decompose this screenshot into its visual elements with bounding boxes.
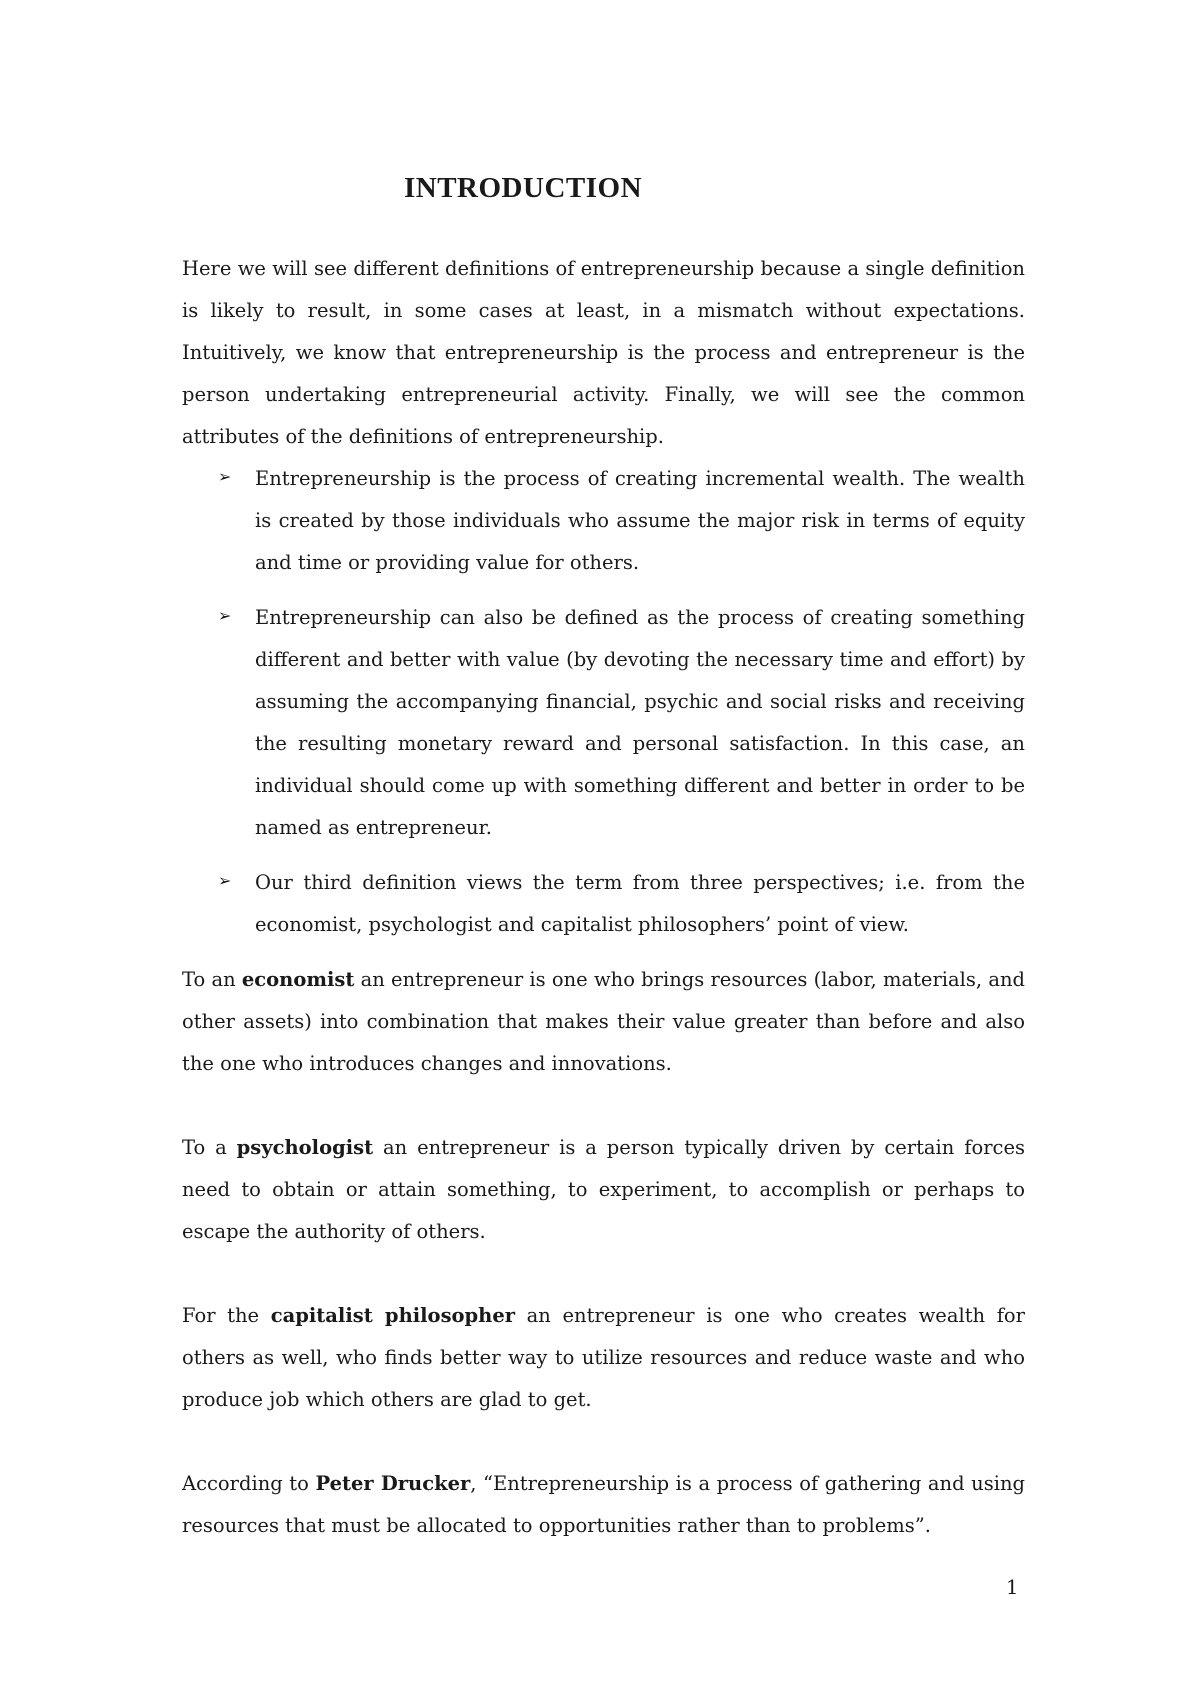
economist-paragraph <box>182 959 1025 1085</box>
arrow-bullet-icon: ➢ <box>218 606 232 625</box>
capitalist-paragraph <box>182 1295 1025 1421</box>
definition-item <box>182 862 1025 946</box>
psychologist-term: psychologist <box>236 1136 374 1159</box>
drucker-term: Peter Drucker <box>315 1472 471 1495</box>
capitalist-term: capitalist philosopher <box>270 1304 516 1327</box>
drucker-prefix: According to <box>182 1472 316 1495</box>
arrow-bullet-icon: ➢ <box>218 871 232 890</box>
arrow-bullet-icon: ➢ <box>218 467 232 486</box>
psychologist-text: an entrepreneur is a person typically driven by certain forces need to obtain or attain something, to experiment, to accomplish or perhaps to escape the authority of others. <box>182 1136 1026 1243</box>
document-body <box>182 248 1025 1547</box>
page-title: INTRODUCTION <box>403 172 643 204</box>
paragraph-spacer <box>182 1085 1025 1127</box>
definition-item <box>182 597 1025 849</box>
capitalist-text: an entrepreneur is one who creates wealth for others as well, who finds better way to utilize resources and reduce waste and who produce job which others are glad to get. <box>182 1304 1025 1411</box>
psychologist-prefix: To a <box>182 1136 237 1159</box>
page-number: 1 <box>1006 1576 1019 1599</box>
economist-text: an entrepreneur is one who brings resources (labor, materials, and other assets) into combination that makes their value greater than before and also the one who introduces changes and innovations. <box>182 968 1025 1075</box>
definition-item <box>182 458 1025 584</box>
economist-prefix: To an <box>182 968 242 991</box>
definition-text: Our third definition views the term from three perspectives; i.e. from the economist, psychologist and capitalist philosophers’ point of view. <box>255 871 1025 936</box>
definition-text: Entrepreneurship can also be defined as the process of creating something different and better with value (by devoting the necessary time and effort) by assuming the accompanying financial, psychic and social risks and receiving the resulting monetary reward and personal satisfaction. In this case, an individual should come up with something different and better in order to be named as entrepreneur. <box>255 606 1025 839</box>
capitalist-prefix: For the <box>182 1304 271 1327</box>
paragraph-spacer <box>182 1421 1025 1463</box>
paragraph-spacer <box>182 1253 1025 1295</box>
definitions-list <box>182 458 1025 946</box>
definition-text: Entrepreneurship is the process of creating incremental wealth. The wealth is created by those individuals who assume the major risk in terms of equity and time or providing value for others. <box>255 467 1025 574</box>
drucker-paragraph <box>182 1463 1025 1547</box>
intro-paragraph: Here we will see different definitions of entrepreneurship because a single definition is likely to result, in some cases at least, in a mismatch without expectations. Intuitively, we know that entrepreneurship is the process and entrepreneur is the person undertaking entrepreneurial activity. Finally, we will see the common attributes of the definitions of entrepreneurship. <box>182 257 1025 448</box>
drucker-text: , “Entrepreneurship is a process of gathering and using resources that must be allocated to opportunities rather than to problems”. <box>182 1472 1025 1537</box>
economist-term: economist <box>241 968 355 991</box>
psychologist-paragraph <box>182 1127 1025 1253</box>
